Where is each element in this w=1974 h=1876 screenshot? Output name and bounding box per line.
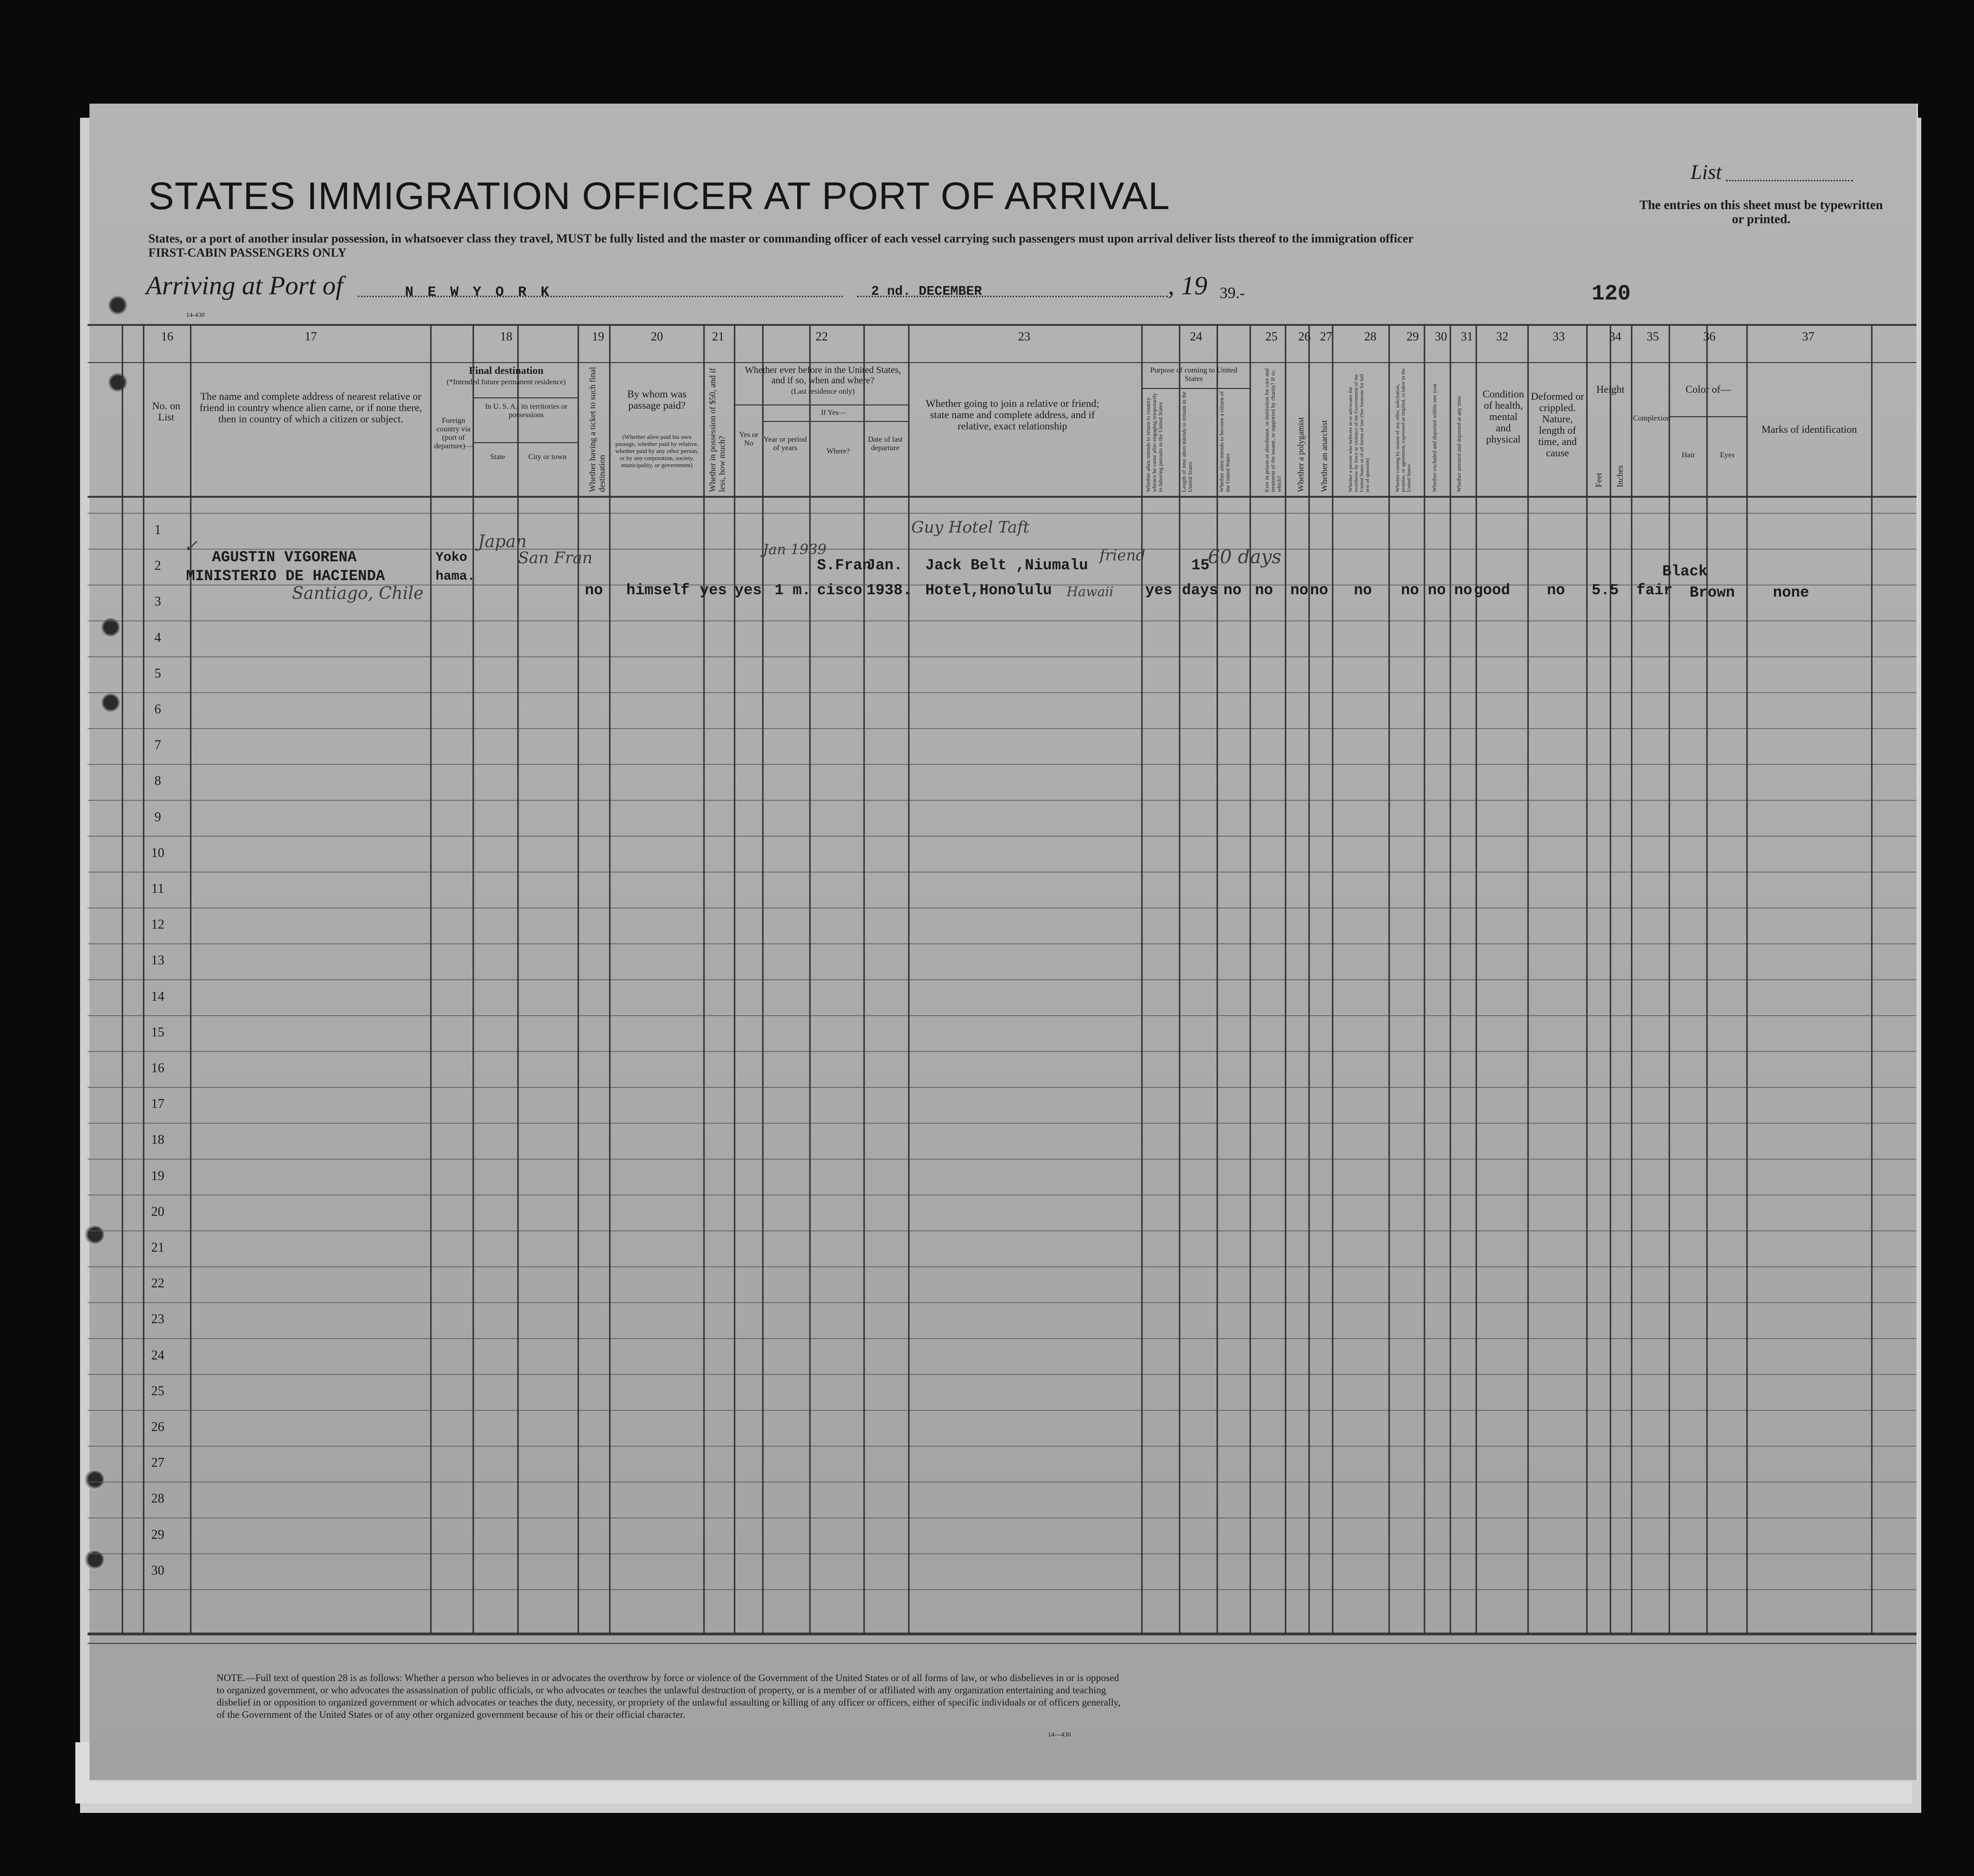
hair-value: Black	[1662, 563, 1708, 580]
header-polygamist: Whether a polygamist	[1296, 417, 1305, 492]
eyes-value: Brown	[1690, 584, 1735, 601]
header-in-usa: In U. S. A., its territories or possessions	[485, 403, 568, 419]
header-prison: Ever in prison or almshouse, or institution for care and treatment of the insane, or supported by charity? If so, which?	[1263, 368, 1282, 492]
footnote-question-28: NOTE.—Full text of question 28 is as follows: Whether a person who believes in or advocates the overthrow by force or violence of the Government of the United States or of all forms of law, or who disbelieves in or is opposed to organized government, or who advocates the assassination of public officials, or who advocates or teaches the unlawful destruction of property, or is a member of or affiliated with any organization entertaining and teaching disbelief in or opposition to organized government or which advocates or teaches the duty, necessity, or propriety of the unlawful assaulting or killing of any officer or officers, either of specific individuals or of officers generally, of the Government of the United States or of any other organized government because of his or their official character.	[217, 1672, 1121, 1720]
header-citizen-intent: Whether alien intends to become a citizen of the United States	[1218, 391, 1231, 492]
header-complexion: Complexion	[1633, 414, 1671, 422]
header-final-destination-note: (*Intended future permanent residence)	[446, 378, 566, 386]
row-number: 19	[151, 1168, 164, 1183]
header-hair: Hair	[1682, 451, 1695, 459]
complexion-value: fair	[1636, 582, 1673, 599]
row-number: 22	[151, 1276, 164, 1291]
health-value: good	[1474, 582, 1510, 599]
port-value: N E W Y O R K	[405, 284, 552, 300]
col-num-34: 34	[1609, 330, 1621, 343]
length-handwritten: 60 days	[1208, 546, 1282, 568]
header-final-destination: Final destination	[469, 364, 544, 376]
joining-line2: Hotel,Honolulu	[925, 582, 1052, 599]
col-num-35: 35	[1647, 330, 1659, 343]
city-handwritten: San Fran	[518, 549, 593, 567]
row-number: 27	[151, 1456, 164, 1471]
row-number: 4	[154, 630, 161, 645]
col-num-27: 27	[1320, 330, 1332, 343]
row-number: 2	[154, 558, 161, 574]
anarchist-value: no	[1310, 582, 1328, 599]
header-deported: Whether arrested and deported at any time	[1456, 396, 1462, 492]
header-state: State	[490, 453, 505, 461]
header-before-in-us: Whether ever before in the United States, and if so, when and where?	[744, 365, 901, 386]
class-line: FIRST-CABIN PASSENGERS ONLY	[148, 246, 347, 259]
row-number: 21	[151, 1240, 164, 1255]
row-number: 16	[151, 1061, 164, 1075]
deformed-value: no	[1547, 582, 1565, 599]
arriving-label: Arriving at Port of	[146, 271, 343, 300]
row-number: 5	[154, 666, 161, 681]
year-suffix: 39.-	[1220, 284, 1245, 302]
row-number: 12	[151, 917, 164, 932]
header-no-on-list: No. on List	[152, 400, 180, 423]
relative-name: AGUSTIN VIGORENA	[212, 549, 357, 566]
row-number: 7	[154, 738, 161, 753]
header-overthrow: Whether a person who believes in or advocates the overthrow by force or violence of the Government of the United States or of all forms of law (See footnote for full text of question)	[1348, 374, 1370, 492]
col-num-32: 32	[1496, 330, 1508, 343]
row-number: 13	[151, 953, 164, 968]
col-num-16: 16	[161, 330, 173, 343]
row-number: 26	[151, 1420, 164, 1434]
row-number: 11	[151, 881, 164, 896]
row-number: 14	[151, 989, 164, 1004]
state-handwritten: Japan	[478, 532, 527, 551]
form-number-top: 14-430	[186, 312, 205, 319]
row-number: 10	[151, 845, 164, 860]
joining-handwritten-2: friend	[1100, 546, 1146, 564]
header-foreign-country: Foreign country via (port of departure)—	[434, 417, 473, 450]
marks-value: none	[1773, 584, 1809, 601]
relative-city-handwritten: Santiago, Chile	[292, 584, 424, 603]
header-anarchist: Whether an anarchist	[1319, 420, 1329, 492]
col-num-23: 23	[1018, 330, 1030, 343]
col-num-33: 33	[1553, 330, 1565, 343]
page-title: STATES IMMIGRATION OFFICER AT PORT OF ARRIVAL	[148, 175, 1170, 218]
joining-line1: Jack Belt ,Niumalu	[925, 557, 1088, 574]
row-number: 9	[154, 809, 161, 825]
joining-handwritten-1: Guy Hotel Taft	[911, 518, 1030, 537]
polygamist-value: no	[1290, 582, 1309, 599]
col-num-26: 26	[1298, 330, 1311, 343]
header-last-residence: (Last residence only)	[791, 388, 855, 396]
row-number: 23	[151, 1312, 164, 1327]
header-if-yes: If Yes—	[821, 409, 846, 417]
header-health: Condition of health, mental and physical	[1482, 388, 1524, 445]
before-in-us-value: yes	[735, 582, 762, 599]
header-height: Height	[1596, 383, 1625, 395]
row-number: 24	[151, 1348, 164, 1363]
last-departure-line2: 1938.	[866, 582, 912, 599]
row-number: 20	[151, 1204, 164, 1219]
offer-labor-value: no	[1401, 582, 1419, 599]
header-excluded: Whether excluded and deported within one year	[1431, 383, 1438, 492]
row-number: 25	[151, 1383, 164, 1399]
row-number: 28	[151, 1491, 164, 1506]
row-number: 17	[151, 1097, 164, 1112]
where-line1: S.Fran	[817, 557, 872, 574]
col-num-18: 18	[500, 330, 512, 343]
period-handwritten: Jan 1939	[763, 542, 827, 558]
form-number-bottom: 14—430	[1048, 1731, 1071, 1739]
header-length-of-stay: Length of time alien intends to remain in the United States	[1181, 391, 1193, 492]
excluded-value: no	[1428, 582, 1446, 599]
header-marks: Marks of identification	[1761, 423, 1857, 435]
col-num-24: 24	[1190, 330, 1202, 343]
row-number: 30	[151, 1563, 164, 1578]
col-num-28: 28	[1364, 330, 1376, 343]
row-number: 6	[154, 702, 161, 717]
where-line2: cisco	[817, 582, 863, 599]
row-number: 15	[151, 1025, 164, 1040]
length-line1: 15	[1191, 557, 1210, 574]
ticket-value: no	[585, 582, 603, 599]
col-num-29: 29	[1407, 330, 1419, 343]
header-nearest-relative: The name and complete address of nearest relative or friend in country whence alien came, or if none there, then in country of which a citizen or subject.	[199, 390, 422, 425]
col-num-36: 36	[1703, 330, 1715, 343]
handwritten-mark: ✓	[184, 537, 198, 556]
period-value: 1 m.	[775, 582, 811, 599]
header-year-period: Year or period of years	[763, 436, 807, 452]
header-eyes: Eyes	[1720, 451, 1735, 459]
col-num-20: 20	[651, 330, 663, 343]
header-where: Where?	[826, 447, 850, 455]
header-yes-no: Yes or No	[739, 431, 759, 447]
header-ticket: Whether having a ticket to such final destination	[588, 367, 607, 492]
header-last-departure: Date of last departure	[868, 436, 903, 452]
length-line2: days	[1182, 582, 1218, 599]
citizen-value: no	[1223, 582, 1242, 599]
header-offer-labor: Whether coming by reason of any offer, solicitation, promise, or agreement, expressed or implied, to labor in the United States	[1395, 368, 1412, 492]
prison-value: no	[1255, 582, 1273, 599]
row-number: 1	[154, 523, 161, 537]
row-number: 18	[151, 1132, 164, 1148]
header-color-of: Color of—	[1685, 383, 1731, 395]
overthrow-value: no	[1354, 582, 1372, 599]
date-value: 2 nd. DECEMBER	[871, 284, 982, 299]
last-departure-line1: Jan.	[866, 557, 903, 574]
return-value: yes	[1145, 582, 1173, 599]
instructions-line: States, or a port of another insular possession, in whatsoever class they travel, MUST be fully listed and the master or commanding officer of each vessel carrying such passengers must upon arrival deliver lists thereof to the immigration officer	[148, 232, 1414, 245]
entries-note: The entries on this sheet must be typewritten or printed.	[1639, 198, 1883, 226]
money-value: yes	[700, 582, 727, 599]
header-passage-paid: By whom was passage paid?	[627, 388, 687, 411]
header-purpose: Purpose of coming to United States	[1150, 366, 1238, 383]
row-number: 3	[154, 594, 161, 609]
header-city: City or town	[528, 453, 566, 461]
col-num-22: 22	[816, 330, 828, 343]
col-num-17: 17	[305, 330, 317, 343]
joining-handwritten-3: Hawaii	[1067, 584, 1114, 599]
row-number: 29	[151, 1527, 164, 1542]
col-num-19: 19	[592, 330, 604, 343]
list-label: List	[1691, 161, 1722, 184]
col-num-21: 21	[712, 330, 724, 343]
header-return-intent: Whether alien intends to return to country whence he came after engaging temporarily in laboring pursuits in the United States	[1145, 393, 1164, 492]
header-feet: Feet	[1594, 473, 1603, 487]
relative-address: MINISTERIO DE HACIENDA	[186, 567, 385, 585]
header-joining-relative: Whether going to join a relative or friend; state name and complete address, and if relative, exact relationship	[925, 397, 1100, 432]
row-number: 8	[154, 774, 161, 789]
year-prefix: , 19	[1168, 271, 1207, 300]
header-fifty-dollars: Whether in possession of $50, and if less, how much?	[708, 368, 727, 492]
header-passage-note: (Whether alien paid his own passage, whether paid by relative, whether paid by any other person, or by any corporation, society, municipality, or government)	[615, 433, 699, 469]
deported-value: no	[1454, 582, 1472, 599]
sheet-number: 120	[1592, 282, 1631, 306]
foreign-port: Yoko hama.	[436, 550, 476, 584]
header-inches: Inches	[1615, 465, 1625, 487]
height-value: 5.5	[1592, 582, 1619, 599]
passage-paid-value: himself	[626, 582, 690, 599]
col-num-37: 37	[1802, 330, 1814, 343]
col-num-31: 31	[1461, 330, 1473, 343]
col-num-30: 30	[1435, 330, 1447, 343]
header-deformed: Deformed or crippled. Nature, length of time, and cause	[1530, 390, 1584, 459]
col-num-25: 25	[1265, 330, 1278, 343]
